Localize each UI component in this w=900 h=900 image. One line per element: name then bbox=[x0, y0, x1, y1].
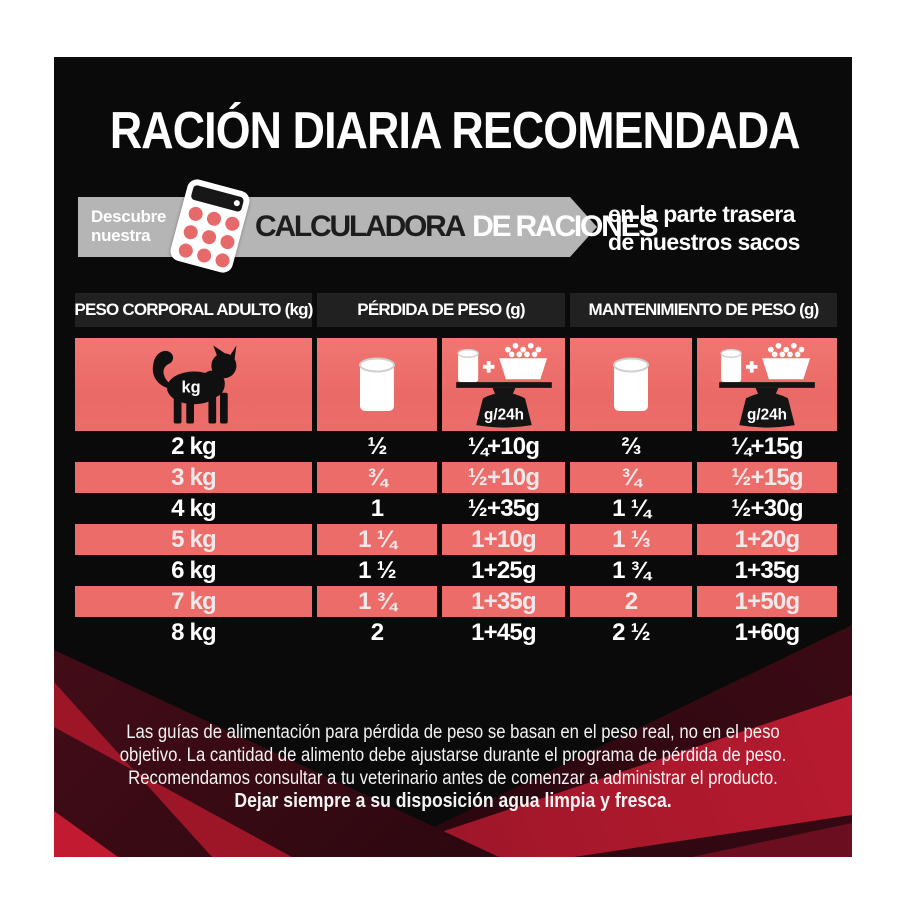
maint-cans-header-cell bbox=[570, 338, 692, 431]
table-row bbox=[75, 555, 837, 586]
loss-cans-header-cell bbox=[317, 338, 437, 431]
ration-scale-icon bbox=[717, 341, 817, 429]
weight-cell: 2 kg bbox=[171, 432, 216, 460]
weight-cell: 8 kg bbox=[171, 618, 216, 646]
weight-cell: 7 kg bbox=[75, 586, 312, 617]
loss-grams-cell: ½+10g bbox=[442, 462, 565, 493]
group-header-weight-loss: PÉRDIDA DE PESO (g) bbox=[317, 293, 565, 327]
loss-grams-header-cell bbox=[442, 338, 565, 431]
loss-grams-cell: 1+25g bbox=[471, 556, 536, 584]
table-group-headers bbox=[75, 293, 837, 327]
table-icon-row bbox=[75, 338, 837, 431]
loss-cans-cell: 1 bbox=[370, 494, 384, 522]
maint-grams-cell: ½+15g bbox=[697, 462, 837, 493]
promo-location-line1: en la parte trasera bbox=[608, 201, 795, 227]
maint-grams-cell: 1+35g bbox=[734, 556, 800, 584]
loss-grams-cell: 1+45g bbox=[471, 618, 536, 646]
note-line-3: Recomendamos consultar a tu veterinario antes de comenzar a administrar el producto. bbox=[128, 768, 778, 789]
scale-g24h-label: g/24h bbox=[483, 405, 524, 423]
kibble-bowl-icon bbox=[499, 342, 547, 378]
table-row bbox=[75, 586, 837, 617]
cat-icon bbox=[141, 344, 247, 426]
maint-grams-header-cell bbox=[697, 338, 837, 431]
cat-weight-header-cell bbox=[75, 338, 312, 431]
scale-g24h-label: g/24h bbox=[747, 405, 787, 423]
can-icon bbox=[612, 356, 650, 414]
note-line-bold: Dejar siempre a su disposición agua limpia y fresca. bbox=[234, 790, 672, 812]
ration-scale-icon bbox=[454, 341, 554, 429]
promo-prefix-line2: nuestra bbox=[91, 226, 151, 245]
maint-cans-cell: 1 ¼ bbox=[612, 494, 650, 522]
maint-cans-cell: 1 ¾ bbox=[612, 556, 650, 584]
table-row bbox=[75, 431, 837, 462]
bottom-gold-divider bbox=[195, 828, 713, 832]
page-title: RACIÓN DIARIA RECOMENDADA bbox=[109, 102, 800, 160]
footer-notes bbox=[54, 721, 852, 813]
loss-cans-cell: 2 bbox=[370, 618, 384, 646]
group-header-weight: PESO CORPORAL ADULTO (kg) bbox=[75, 293, 312, 327]
loss-cans-cell: 1 ¼ bbox=[317, 524, 437, 555]
table-row bbox=[75, 617, 837, 648]
group-header-weight-maintenance: MANTENIMIENTO DE PESO (g) bbox=[570, 293, 837, 327]
maint-grams-cell: 1+50g bbox=[697, 586, 837, 617]
promo-location-line2: de nuestros sacos bbox=[608, 229, 800, 255]
plus-icon bbox=[746, 361, 757, 372]
loss-cans-cell: 1 ½ bbox=[358, 556, 396, 584]
note-line-2: objetivo. La cantidad de alimento debe ajustarse durante el programa de pérdida de peso. bbox=[119, 745, 787, 766]
promo-label-light: DE RACIONES bbox=[472, 210, 657, 243]
table-row bbox=[75, 462, 837, 493]
can-icon bbox=[358, 356, 396, 414]
weight-cell: 6 kg bbox=[171, 556, 216, 584]
maint-grams-cell: 1+20g bbox=[697, 524, 837, 555]
table-row bbox=[75, 524, 837, 555]
weight-cell: 5 kg bbox=[75, 524, 312, 555]
maint-grams-cell: 1+60g bbox=[734, 618, 800, 646]
ration-table bbox=[75, 293, 837, 648]
loss-cans-cell: ½ bbox=[367, 432, 387, 460]
loss-grams-cell: ½+35g bbox=[467, 494, 540, 522]
note-line-1: Las guías de alimentación para pérdida de peso se basan en el peso real, no en el peso bbox=[126, 722, 780, 743]
loss-grams-cell: 1+35g bbox=[442, 586, 565, 617]
plus-icon bbox=[482, 361, 493, 372]
maint-grams-cell: ½+30g bbox=[731, 494, 803, 522]
loss-cans-cell: ¾ bbox=[317, 462, 437, 493]
loss-grams-cell: ¼+10g bbox=[467, 432, 540, 460]
ration-card bbox=[54, 57, 852, 857]
promo-label-dark: CALCULADORA bbox=[255, 210, 465, 243]
weight-cell: 3 kg bbox=[75, 462, 312, 493]
kibble-bowl-icon bbox=[762, 342, 810, 378]
loss-grams-cell: 1+10g bbox=[442, 524, 565, 555]
maint-cans-cell: 2 ½ bbox=[612, 618, 650, 646]
cat-kg-label: kg bbox=[181, 378, 201, 397]
maint-grams-cell: ¼+15g bbox=[731, 432, 803, 460]
loss-cans-cell: 1 ¾ bbox=[317, 586, 437, 617]
maint-cans-cell: 1 ⅓ bbox=[570, 524, 692, 555]
maint-cans-cell: ⅔ bbox=[621, 432, 641, 460]
table-row bbox=[75, 493, 837, 524]
maint-cans-cell: 2 bbox=[570, 586, 692, 617]
weight-cell: 4 kg bbox=[171, 494, 216, 522]
maint-cans-cell: ¾ bbox=[570, 462, 692, 493]
promo-prefix-line1: Descubre bbox=[91, 207, 167, 226]
